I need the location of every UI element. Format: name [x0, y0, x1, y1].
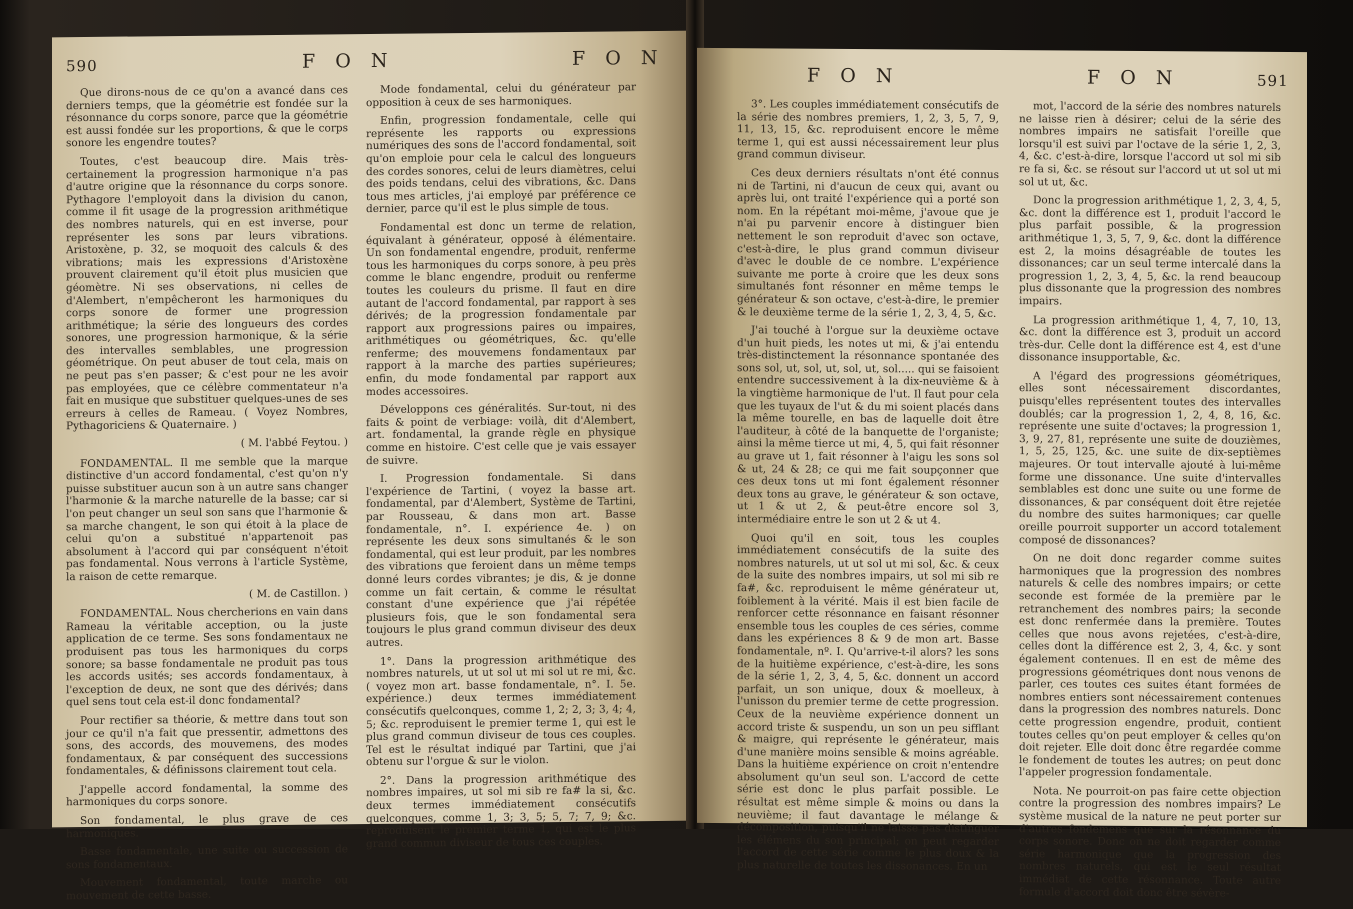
paragraph: Mode fondamental, celui du générateur par opposition à ceux de ses harmoniques. [366, 81, 636, 109]
right-column-2 [1019, 100, 1281, 906]
paragraph: Fondamental est donc un terme de relation, équivalant à générateur, opposé à élémentaire. Un son fondamental engendre, produit, renferme tous les harmoniques du corps sonore, à peu près comme le blanc engendre, produit ou renferme toutes les couleurs du prisme. Il faut en dire autant de l'accord fondamental, par rapport à ses dérivés; de la progression fondamentale par rapport aux progressions paires ou impaires, arithmétiques ou géométriques, &c. qu'elle renferme; des mouvemens fondamentaux par rapport à la marche des parties supérieures; enfin, du mode fondamental par rapport aux modes accessoires. [366, 219, 636, 398]
paragraph: Son fondamental, le plus grave de ces harmoniques. [66, 812, 348, 840]
attribution: ( M. l'abbé Feytou. ) [240, 436, 348, 450]
left-running-head-2: F O N [572, 46, 665, 70]
paragraph: Mouvement fondamental, toute marche ou mouvement de cette basse. [66, 874, 348, 903]
left-page-header [52, 47, 692, 84]
right-page [697, 48, 1307, 900]
left-running-head: F O N [302, 49, 395, 73]
paragraph: FONDAMENTAL. Nous chercherions en vain dans Rameau la véritable acception, ou la juste application de ce terme. Ses sons fondamentaux ne produisent pas tous les harmoniques du corps sonore; sa basse fondamentale ne produit pas tous les accords usités; ses accords fondamentaux, à l'exception de deux, ne sont que des dérivés; dans quel sens tout cela est-il donc fondamental? [66, 605, 348, 709]
paragraph: Toutes, c'est beaucoup dire. Mais très-certainement la progression harmonique n'a pas d'autre origine que la résonnance du corps sonore. Pythagore l'employoit dans la division du canon, comme il fit usage de la progression arithmétique des nombres naturels, qui en est inverse, pour représenter les sons par leurs vibrations. Aristoxène, p. 32, se moquoit des calculs & des vibrations; mais les expressions d'Aristoxène prouvent clairement qu'il étoit plus musicien que géomètre. Ni ses observations, ni celles de d'Alembert, n'empêcheront les harmoniques du corps sonore de former une progression arithmétique; la série des longueurs des cordes sonores, une progression harmonique, & la série des intervalles semblables, une progression géométrique. On peut abuser de tout cela, mais on ne peut pas s'en passer; & c'est pour ne les avoir pas employées, que ce célèbre commentateur n'a fait en musique que substituer quelques-unes de ses erreurs à celles de Rameau. ( Voyez Nombres, Pythagoriciens & Quaternaire. ) [66, 153, 348, 433]
paragraph: Développons ces généralités. Sur-tout, ni des faits & point de verbiage: voilà, dit d'Alembert, art. fondamental, la grande règle en physique comme en histoire. C'est celle que je vais essayer de suivre. [366, 401, 636, 467]
paragraph: Pour rectifier sa théorie, & mettre dans tout son jour ce qu'il n'a fait que pressentir, admettons des sons, des accords, des mouvemens, des modes fondamentaux, & par conséquent des successions fondamentales, & définissons clairement tout cela. [66, 712, 348, 778]
attribution: ( M. de Castillon. ) [249, 586, 348, 600]
paragraph: J'ai touché à l'orgue sur la deuxième octave d'un huit pieds, les notes ut mi, & j'ai entendu très-distinctement la résonnance spontanée des sons sol, ut, sol, ut, sol, ut, sol..... qui se faisoient entendre successivement à la dix-neuvième & à la vingtième harmonique de l'ut. Il faut pour cela que les tuyaux de l'ut & du mi soient placés dans la même tourelle, en bas de laquelle doit être l'auditeur, à côté de la banquette de l'organiste; ainsi la même tierce ut mi, 4, 5, qui fait résonner au grave ut 1, fait résonner à l'aigu les sons sol & ut, 24 & 28; ce qui me fait soupçonner que ces deux tons ut mi font également résonner deux tons au grave, le générateur & son octave, ut 1 & ut 2, & peut-être encore sol 3, intermédiaire entre le son ut 2 & ut 4. [737, 324, 999, 527]
paragraph: Donc la progression arithmétique 1, 2, 3, 4, 5, &c. dont la différence est 1, produit l'accord le plus parfait possible, & la progression arithmétique 1, 3, 5, 7, 9, &c. dont la différence est 2, la moins désagréable de toutes les dissonances; car un seul terme intercalé dans la progression 1, 2, 3, 4, 5, &c. la rend beaucoup plus dissonante que la progression des nombres impairs. [1019, 194, 1281, 308]
paragraph: 1°. Dans la progression arithmétique des nombres naturels, ut ut sol ut mi sol ut re mi, &c. ( voyez mon art. basse fondamentale, n°. I. 5e. expérience.) deux termes immédiatement consécutifs quelconques, comme 1, 2; 2, 3; 3, 4; 4, 5; &c. reproduisent le premier terme 1, qui est le plus grand commun diviseur de tous ces couples. Tel est le résultat indiqué par Tartini, que j'ai obtenu sur l'orgue & sur le violon. [366, 652, 636, 769]
left-page [52, 31, 692, 903]
right-running-head-2: F O N [1087, 66, 1180, 90]
paragraph: Que dirons-nous de ce qu'on a avancé dans ces derniers temps, que la géométrie est fondée sur la résonnance du corps sonore, parce que la géométrie est aussi fondée sur les proportions, & que le corps sonore les engendre toutes? [66, 84, 348, 150]
paragraph: La progression arithmétique 1, 4, 7, 10, 13, &c. dont la différence est 3, produit un accord très-dur. Celle dont la différence est 4, est d'une dissonance insupportable, &c. [1019, 313, 1281, 365]
paragraph: Nota. Ne pourroit-on pas faire cette objection contre la progression des nombres impairs? Le système musical de la nature ne peut porter sur d'autres fondemens que sur la résonnance du corps sonore. Donc on ne doit regarder comme série harmonique que la progression des nombres naturels, qui est le seul résultat immédiat de cette résonnance. Toute autre formule d'accord doit donc être sévère- [1019, 785, 1281, 900]
right-page-header [697, 64, 1307, 98]
paragraph: Ces deux derniers résultats n'ont été connus ni de Tartini, ni d'aucun de ceux qui, avant ou après lui, ont traité l'expérience qui a porté son nom. En la répétant moi-même, j'avoue que je n'ai pu parvenir encore à distinguer bien nettement le son reproduit d'avec son octave, c'est-à-dire, le plus grand commun diviseur d'avec le double de ce nombre. L'expérience suivante me porte à croire que les deux sons simultanés font résonner en même temps le générateur & son octave, c'est-à-dire, le premier & le deuxième terme de la série 1, 2, 3, 4, 5, &c. [737, 167, 999, 320]
paragraph: Basse fondamentale, une suite ou succession de sons fondamentaux. [66, 843, 348, 872]
paragraph: 2°. Dans la progression arithmétique des nombres impaires, ut sol mi sib re fa# la si, &c. deux termes immédiatement consécutifs quelconques, comme 1, 3; 3, 5; 5, 7; 7, 9; &c. reproduisent le premier terme 1, qui est le plus grand commun diviseur de tous ces couples. [366, 772, 636, 850]
paragraph: A l'égard des progressions géométriques, elles sont nécessairement discordantes, puisqu'elles représentent toutes des intervalles doublés; car la progression 1, 2, 4, 8, 16, &c. représente une suite d'octaves; la progression 1, 3, 9, 27, 81, représente une suite de douzièmes, 1, 5, 25, 125, &c. une suite de dix-septièmes majeures. Or tout intervalle ajouté à lui-même forme une dissonance. Une suite d'intervalles semblables est donc une suite ou une forme de dissonances, & par conséquent doit être rejetée du nombre des suites harmoniques; car quelle oreille pourroit supporter un accord totalement composé de dissonances? [1019, 370, 1281, 547]
paragraph: FONDAMENTAL. Il me semble que la marque distinctive d'un accord fondamental, c'est qu'on n'y puisse substituer aucun son à un autre sans changer l'harmonie & la marche naturelle de la basse; car si l'on peut changer un seul son sans que l'harmonie & sa marche changent, le son qui étoit à la place de celui qu'on a substitué n'appartenoit pas absolument à l'accord qui par conséquent n'étoit pas fondamental. Nous verrons à l'article Système, la raison de cette remarque. [66, 454, 348, 584]
right-column-1 [737, 98, 999, 879]
left-page-number: 590 [66, 56, 98, 76]
paragraph: I. Progression fondamentale. Si dans l'expérience de Tartini, ( voyez la basse art. fondamental, par d'Alembert, Système de Tartini, par Rousseau, & dans mon art. Basse fondamentale, n°. I. expérience 4e. ) on représente les deux sons simultanés & le son fondamental, qui est leur produit, par les nombres des vibrations que feroient dans un même temps donné leurs cordes vibrantes; je dis, & je donne comme un fait certain, & comme le résultat constant d'une expérience que j'ai répétée plusieurs fois, que le son fondamental sera toujours le plus grand commun diviseur des deux autres. [366, 470, 636, 650]
paragraph: mot, l'accord de la série des nombres naturels ne laisse rien à désirer; celui de la série des nombres impairs ne satisfait l'oreille que lorsqu'il est suivi par l'octave de la série 1, 2, 3, 4, &c. c'est-à-dire, lorsque l'accord ut sol mi sib re fa si, &c. se résout sur l'accord ut ut sol ut mi sol ut ut, &c. [1019, 100, 1281, 189]
paragraph: 3°. Les couples immédiatement consécutifs de la série des nombres premiers, 1, 2, 3, 5, 7, 9, 11, 13, 15, &c. reproduisent encore le même terme 1, qui est aussi nécessairement leur plus grand commun diviseur. [737, 98, 999, 162]
paragraph: J'appelle accord fondamental, la somme des harmoniques du corps sonore. [66, 781, 348, 809]
paragraph: Enfin, progression fondamentale, celle qui représente les rapports ou expressions numériques des sons de l'accord fondamental, soit qu'on emploie pour cela le calcul des longueurs des cordes sonores, celui de leurs diamètres, celui des poids tendans, celui des vibrations, &c. Dans tous mes articles, j'ai employé par préférence ce dernier, parce qu'il est le plus simple de tous. [366, 112, 636, 216]
right-running-head: F O N [807, 64, 900, 88]
paragraph: On ne doit donc regarder comme suites harmoniques que la progression des nombres naturels & celle des nombres impairs; or cette seconde est formée de la première par le retranchement des nombres pairs; la seconde est donc renfermée dans la première. Toutes celles que nous avons rejetées, c'est-à-dire, celles dont la différence est 2, 3, 4, &c. y sont également contenues. Il en est de même des progressions géométriques dont nous venons de parler, ces toutes ces suites étant formées de nombres entiers sont nécessairement contenues dans la progression des nombres naturels. Donc cette progression engendre, produit, contient toutes celles qu'on peut employer & celles qu'on doit rejeter. Elle doit donc être regardée comme le fondement de toutes les autres; on peut donc l'appeler progression fondamentale. [1019, 552, 1281, 780]
paragraph: Quoi qu'il en soit, tous les couples immédiatement consécutifs de la suite des nombres naturels, ut ut sol ut mi sol, &c. & ceux de la suite des nombres impairs, ut sol mi sib re fa#, &c. reproduisent le même générateur ut, foiblement à la vérité. Mais il est bien facile de renforcer cette résonnance en faisant résonner ensemble tous les couples de ces séries, comme dans les expériences 8 & 9 de mon art. Basse fondamentale, nº. I. Qu'arrive-t-il alors? les sons de la huitième expérience, c'est-à-dire, les sons de la série 1, 2, 3, 4, 5, &c. donnent un accord parfait, un son unique, doux & moelleux, à l'unisson du premier terme de cette progression. Ceux de la neuvième expérience donnent un accord triste & suspendu, un son un peu sifflant & maigre, qui représente le générateur, mais d'une manière moins sensible & moins agréable. Dans la huitième expérience on croit n'entendre absolument qu'un seul son. L'accord de cette série est donc le plus parfait possible. Le résultat est même simple & moins ou dans la neuvième; il faut davantage le mélange & décomposition, puisqu'il ne laisse pas distinguer les élémens du son principal; on peut regarder l'accord de cette série comme le plus doux & la plus naturelle de toutes les dissonances. En un [737, 531, 999, 873]
left-column-1 [66, 84, 348, 909]
left-column-2 [366, 81, 636, 856]
right-page-number: 591 [1257, 71, 1289, 91]
